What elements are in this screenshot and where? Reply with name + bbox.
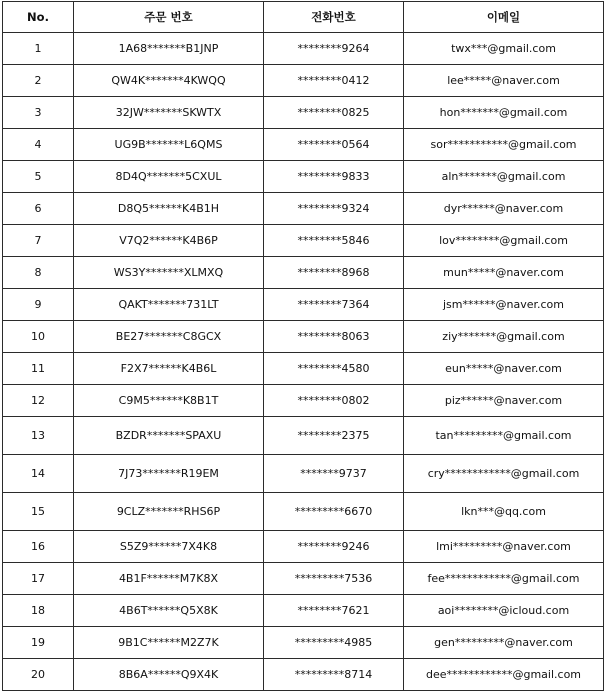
cell-phone: ********8968 bbox=[264, 257, 404, 289]
cell-phone: *********4985 bbox=[264, 627, 404, 659]
cell-email: piz******@naver.com bbox=[404, 385, 604, 417]
header-order-number: 주문 번호 bbox=[74, 2, 264, 33]
header-email: 이메일 bbox=[404, 2, 604, 33]
cell-order-number: 4B6T******Q5X8K bbox=[74, 595, 264, 627]
cell-order-number: UG9B*******L6QMS bbox=[74, 129, 264, 161]
table-row bbox=[3, 455, 604, 493]
cell-order-number: 7J73*******R19EM bbox=[74, 455, 264, 493]
cell-phone: ********8063 bbox=[264, 321, 404, 353]
cell-email: aln*******@gmail.com bbox=[404, 161, 604, 193]
cell-no: 13 bbox=[3, 417, 74, 455]
table-row bbox=[3, 595, 604, 627]
cell-no: 9 bbox=[3, 289, 74, 321]
cell-order-number: BZDR*******SPAXU bbox=[74, 417, 264, 455]
cell-email: lkn***@qq.com bbox=[404, 493, 604, 531]
cell-order-number: BE27*******C8GCX bbox=[74, 321, 264, 353]
cell-order-number: 32JW*******SKWTX bbox=[74, 97, 264, 129]
cell-no: 8 bbox=[3, 257, 74, 289]
cell-phone: *********6670 bbox=[264, 493, 404, 531]
cell-no: 7 bbox=[3, 225, 74, 257]
cell-phone: ********0564 bbox=[264, 129, 404, 161]
cell-phone: *********8714 bbox=[264, 659, 404, 691]
cell-phone: ********9264 bbox=[264, 33, 404, 65]
cell-email: sor***********@gmail.com bbox=[404, 129, 604, 161]
cell-no: 17 bbox=[3, 563, 74, 595]
table-row bbox=[3, 257, 604, 289]
cell-no: 1 bbox=[3, 33, 74, 65]
cell-order-number: QW4K*******4KWQQ bbox=[74, 65, 264, 97]
cell-email: aoi********@icloud.com bbox=[404, 595, 604, 627]
cell-no: 2 bbox=[3, 65, 74, 97]
cell-phone: ********7364 bbox=[264, 289, 404, 321]
cell-email: cry************@gmail.com bbox=[404, 455, 604, 493]
cell-no: 15 bbox=[3, 493, 74, 531]
table-row bbox=[3, 353, 604, 385]
cell-email: mun*****@naver.com bbox=[404, 257, 604, 289]
table-row bbox=[3, 563, 604, 595]
cell-email: gen*********@naver.com bbox=[404, 627, 604, 659]
cell-email: tan*********@gmail.com bbox=[404, 417, 604, 455]
cell-no: 10 bbox=[3, 321, 74, 353]
table-row bbox=[3, 417, 604, 455]
cell-phone: ********2375 bbox=[264, 417, 404, 455]
table-row bbox=[3, 321, 604, 353]
cell-no: 18 bbox=[3, 595, 74, 627]
table-row bbox=[3, 659, 604, 691]
cell-no: 14 bbox=[3, 455, 74, 493]
table-row bbox=[3, 385, 604, 417]
header-phone: 전화번호 bbox=[264, 2, 404, 33]
cell-order-number: QAKT*******731LT bbox=[74, 289, 264, 321]
header-row bbox=[3, 2, 604, 33]
cell-phone: ********9833 bbox=[264, 161, 404, 193]
cell-no: 19 bbox=[3, 627, 74, 659]
cell-order-number: D8Q5******K4B1H bbox=[74, 193, 264, 225]
table-row bbox=[3, 289, 604, 321]
cell-order-number: C9M5******K8B1T bbox=[74, 385, 264, 417]
cell-no: 3 bbox=[3, 97, 74, 129]
table-body bbox=[3, 33, 604, 691]
cell-order-number: 1A68*******B1JNP bbox=[74, 33, 264, 65]
cell-phone: ********0825 bbox=[264, 97, 404, 129]
cell-email: lee*****@naver.com bbox=[404, 65, 604, 97]
cell-phone: ********5846 bbox=[264, 225, 404, 257]
cell-email: twx***@gmail.com bbox=[404, 33, 604, 65]
cell-order-number: 8D4Q*******5CXUL bbox=[74, 161, 264, 193]
cell-phone: ********0802 bbox=[264, 385, 404, 417]
cell-email: lov********@gmail.com bbox=[404, 225, 604, 257]
cell-email: fee************@gmail.com bbox=[404, 563, 604, 595]
cell-no: 4 bbox=[3, 129, 74, 161]
cell-phone: ********0412 bbox=[264, 65, 404, 97]
table-row bbox=[3, 161, 604, 193]
cell-order-number: WS3Y*******XLMXQ bbox=[74, 257, 264, 289]
cell-email: dyr******@naver.com bbox=[404, 193, 604, 225]
table-row bbox=[3, 225, 604, 257]
cell-order-number: 9B1C******M2Z7K bbox=[74, 627, 264, 659]
table-row bbox=[3, 97, 604, 129]
table-row bbox=[3, 531, 604, 563]
table-row bbox=[3, 129, 604, 161]
cell-email: hon*******@gmail.com bbox=[404, 97, 604, 129]
cell-no: 6 bbox=[3, 193, 74, 225]
cell-order-number: S5Z9******7X4K8 bbox=[74, 531, 264, 563]
cell-phone: ********9324 bbox=[264, 193, 404, 225]
header-no: No. bbox=[3, 2, 74, 33]
table-row bbox=[3, 493, 604, 531]
cell-no: 20 bbox=[3, 659, 74, 691]
cell-no: 12 bbox=[3, 385, 74, 417]
cell-no: 16 bbox=[3, 531, 74, 563]
table-row bbox=[3, 193, 604, 225]
cell-phone: ********7621 bbox=[264, 595, 404, 627]
table-row bbox=[3, 33, 604, 65]
cell-email: lmi*********@naver.com bbox=[404, 531, 604, 563]
cell-order-number: 4B1F******M7K8X bbox=[74, 563, 264, 595]
cell-order-number: 9CLZ*******RHS6P bbox=[74, 493, 264, 531]
cell-order-number: F2X7******K4B6L bbox=[74, 353, 264, 385]
cell-phone: ********4580 bbox=[264, 353, 404, 385]
table-row bbox=[3, 65, 604, 97]
cell-order-number: V7Q2******K4B6P bbox=[74, 225, 264, 257]
cell-phone: ********9246 bbox=[264, 531, 404, 563]
cell-phone: *******9737 bbox=[264, 455, 404, 493]
cell-email: jsm******@naver.com bbox=[404, 289, 604, 321]
order-table bbox=[2, 1, 604, 691]
cell-email: eun*****@naver.com bbox=[404, 353, 604, 385]
cell-no: 5 bbox=[3, 161, 74, 193]
table-header bbox=[3, 2, 604, 33]
cell-email: ziy*******@gmail.com bbox=[404, 321, 604, 353]
table-row bbox=[3, 627, 604, 659]
cell-phone: *********7536 bbox=[264, 563, 404, 595]
cell-no: 11 bbox=[3, 353, 74, 385]
cell-email: dee************@gmail.com bbox=[404, 659, 604, 691]
cell-order-number: 8B6A******Q9X4K bbox=[74, 659, 264, 691]
